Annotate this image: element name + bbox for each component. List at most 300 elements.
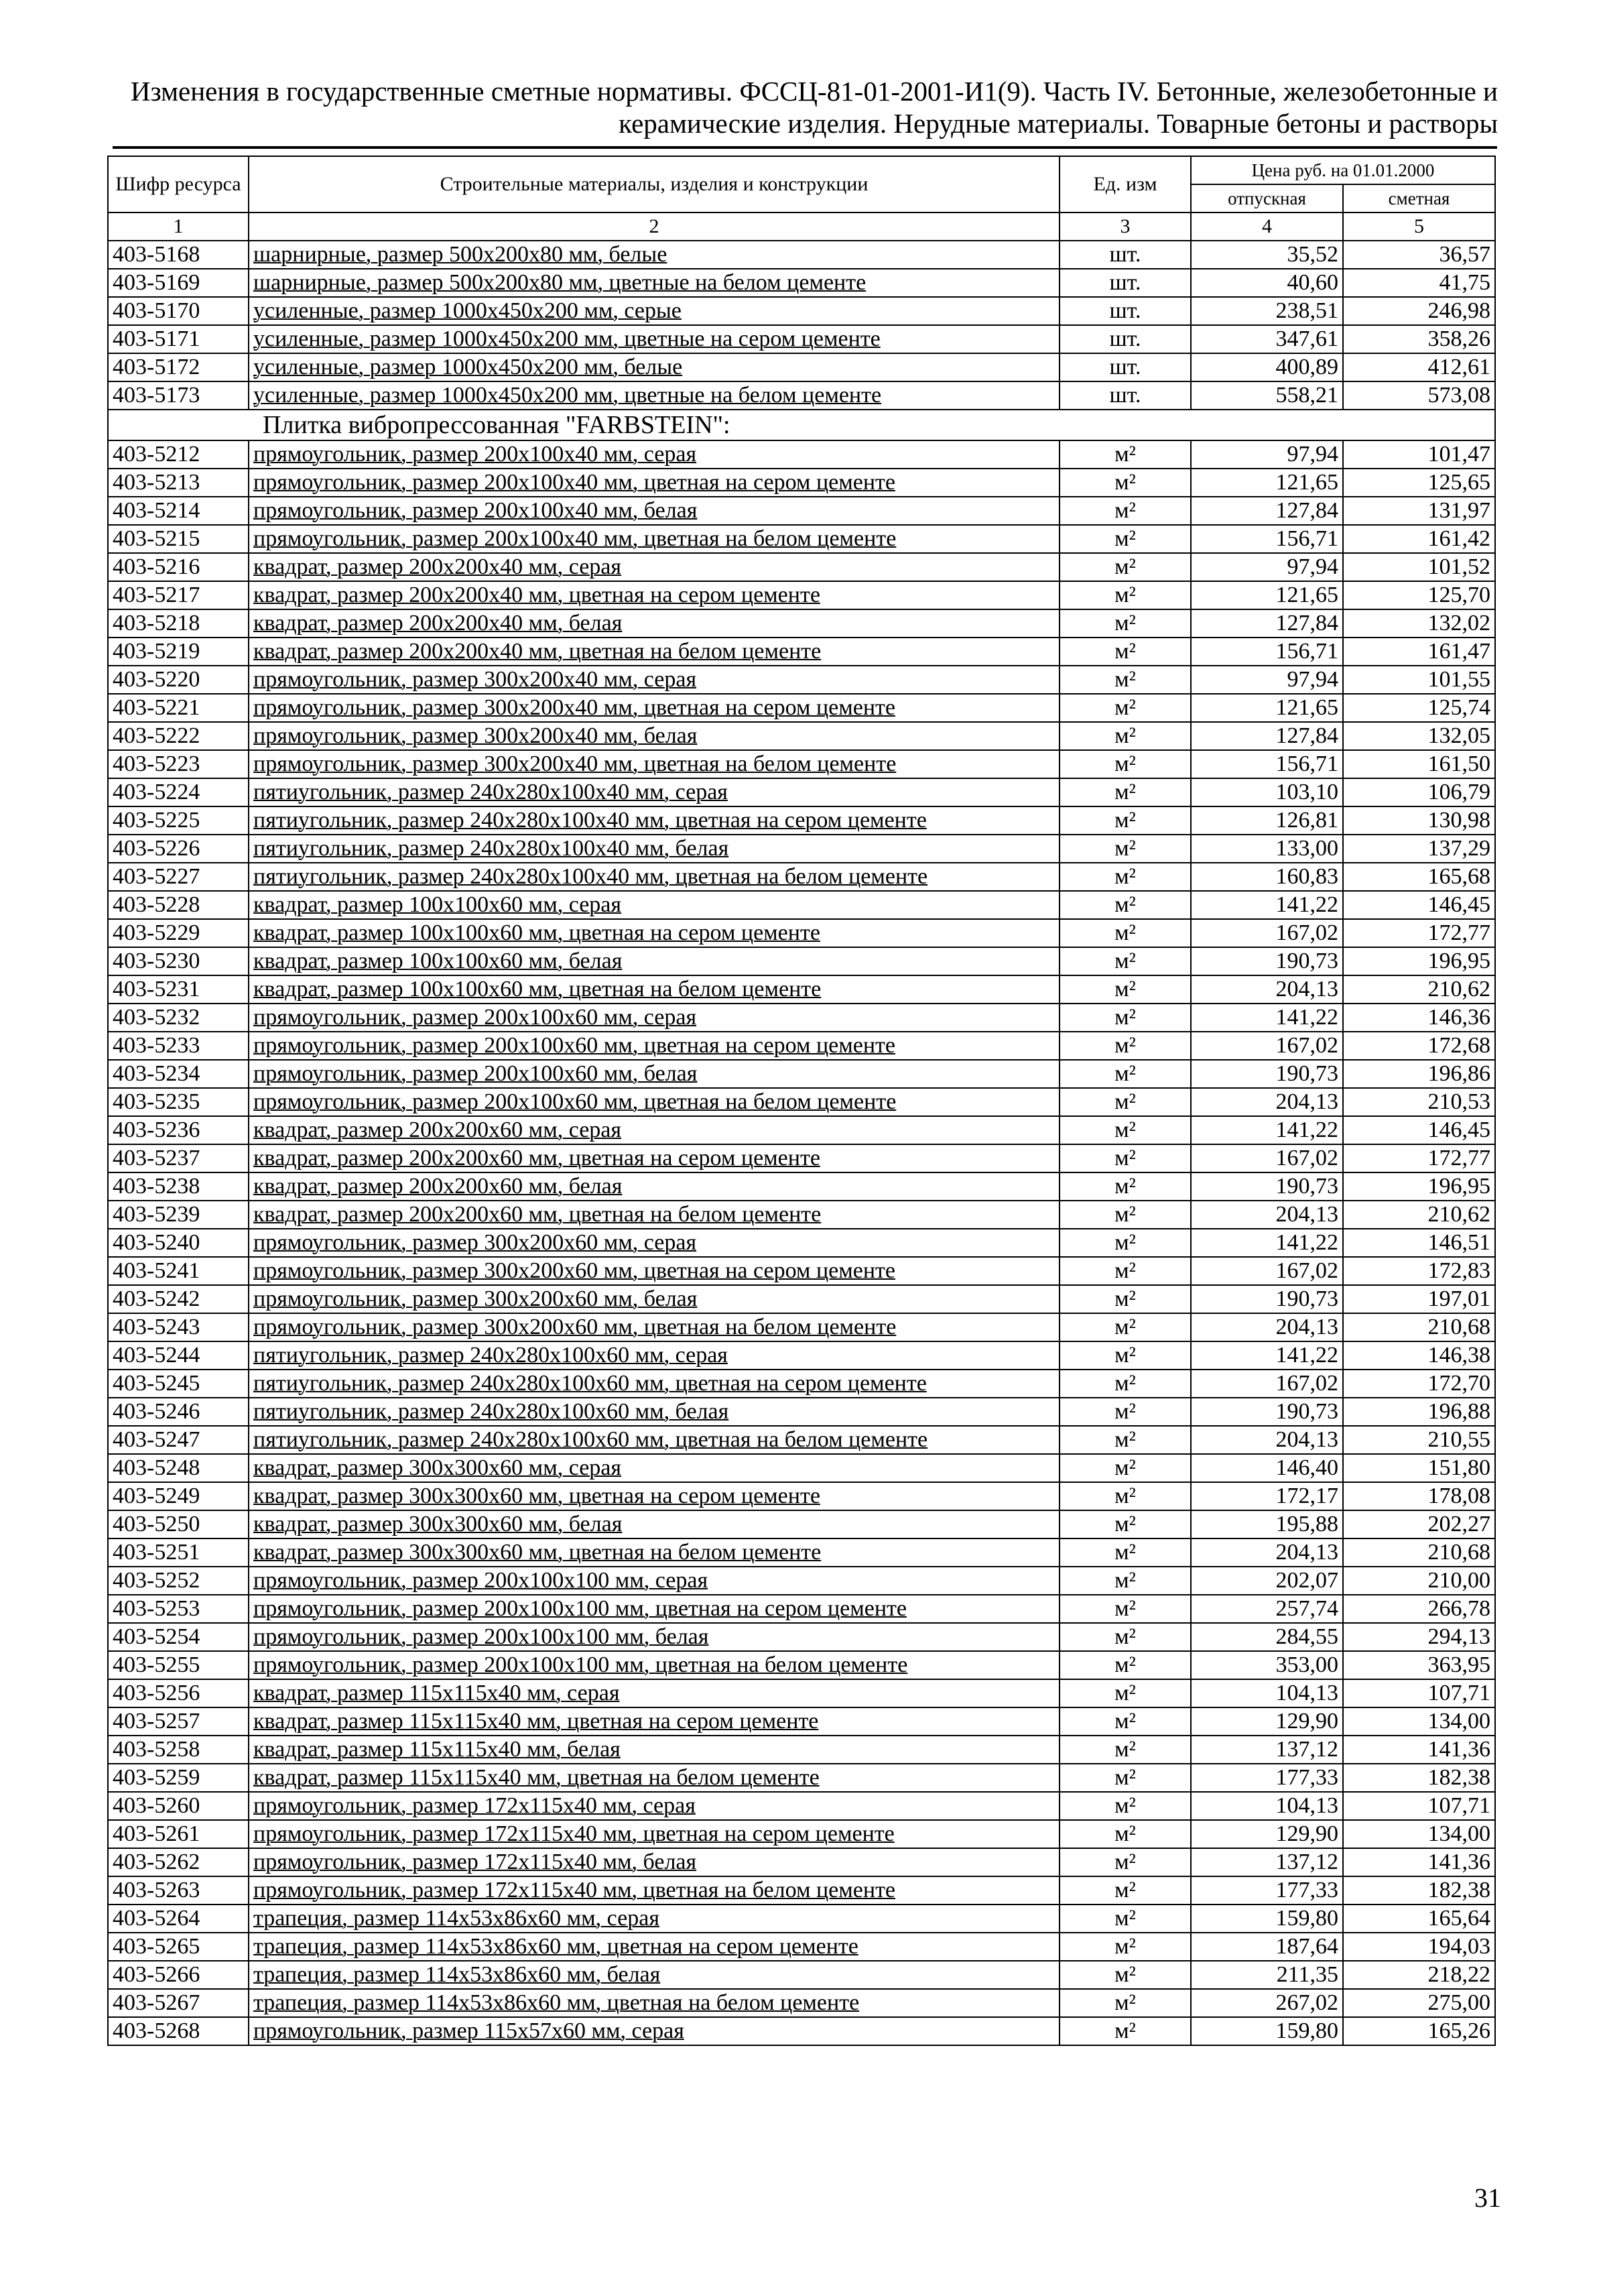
table-row <box>108 1370 1495 1398</box>
table-row <box>108 1989 1495 2017</box>
resource-code-cell: 403-5216 <box>108 553 249 581</box>
resource-code-cell: 403-5255 <box>108 1651 249 1679</box>
material-name-text: квадрат, размер 300х300х60 мм, белая <box>253 1512 623 1536</box>
release-price-cell: 160,83 <box>1191 863 1343 891</box>
release-price-cell: 204,13 <box>1191 1426 1343 1454</box>
estimate-price-cell: 137,29 <box>1343 835 1495 863</box>
estimate-price-cell: 146,51 <box>1343 1229 1495 1257</box>
estimate-price-cell: 246,98 <box>1343 297 1495 325</box>
table-row <box>108 1032 1495 1060</box>
table-row <box>108 1172 1495 1201</box>
material-name-text: квадрат, размер 100х100х60 мм, белая <box>253 949 623 973</box>
estimate-price-cell: 218,22 <box>1343 1961 1495 1989</box>
resource-code-cell: 403-5263 <box>108 1876 249 1905</box>
release-price-cell: 195,88 <box>1191 1510 1343 1538</box>
table-row <box>108 241 1495 269</box>
release-price-cell: 104,13 <box>1191 1679 1343 1707</box>
unit-cell: м² <box>1060 609 1191 638</box>
estimate-price-cell: 172,77 <box>1343 1144 1495 1172</box>
table-row <box>108 1905 1495 1933</box>
unit-cell: шт. <box>1060 381 1191 410</box>
material-name-text: квадрат, размер 200х200х40 мм, цветная на сером цементе <box>253 583 820 607</box>
material-name-text: прямоугольник, размер 200х100х100 мм, цветная на сером цементе <box>253 1596 907 1621</box>
material-name-text: квадрат, размер 300х300х60 мм, цветная на белом цементе <box>253 1540 822 1565</box>
release-price-cell: 40,60 <box>1191 269 1343 297</box>
resource-code-cell: 403-5248 <box>108 1454 249 1482</box>
table-row <box>108 891 1495 919</box>
material-name-text: прямоугольник, размер 300х200х40 мм, белая <box>253 723 698 748</box>
material-name-text: квадрат, размер 115х115х40 мм, белая <box>253 1737 621 1762</box>
unit-cell: м² <box>1060 666 1191 694</box>
table-row <box>108 269 1495 297</box>
material-name-cell <box>249 1595 1060 1623</box>
resource-code-cell: 403-5218 <box>108 609 249 638</box>
estimate-price-cell: 41,75 <box>1343 269 1495 297</box>
table-body-main <box>108 440 1495 2045</box>
column-header-estimate: сметная <box>1343 184 1495 213</box>
release-price-cell: 167,02 <box>1191 1257 1343 1285</box>
unit-cell: шт. <box>1060 325 1191 353</box>
material-name-text: квадрат, размер 300х300х60 мм, цветная на сером цементе <box>253 1484 820 1508</box>
material-name-cell <box>249 381 1060 410</box>
material-name-cell <box>249 1229 1060 1257</box>
material-name-text: квадрат, размер 100х100х60 мм, серая <box>253 892 622 917</box>
material-name-cell <box>249 1905 1060 1933</box>
table-row <box>108 919 1495 947</box>
material-name-text: усиленные, размер 1000х450х200 мм, белые <box>253 355 683 379</box>
table-row <box>108 469 1495 497</box>
material-name-cell <box>249 581 1060 609</box>
material-name-cell <box>249 891 1060 919</box>
unit-cell: м² <box>1060 1004 1191 1032</box>
unit-cell: м² <box>1060 1172 1191 1201</box>
table-row <box>108 1961 1495 1989</box>
release-price-cell: 190,73 <box>1191 1060 1343 1088</box>
estimate-price-cell: 196,86 <box>1343 1060 1495 1088</box>
header-line-2: керамические изделия. Нерудные материалы. Товарные бетоны и растворы <box>619 108 1498 139</box>
estimate-price-cell: 165,64 <box>1343 1905 1495 1933</box>
material-name-text: квадрат, размер 115х115х40 мм, цветная на сером цементе <box>253 1709 819 1734</box>
unit-cell: шт. <box>1060 241 1191 269</box>
unit-cell: м² <box>1060 722 1191 750</box>
estimate-price-cell: 172,77 <box>1343 919 1495 947</box>
material-name-text: трапеция, размер 114х53х86х60 мм, белая <box>253 1962 661 1987</box>
estimate-price-cell: 146,38 <box>1343 1341 1495 1370</box>
estimate-price-cell: 141,36 <box>1343 1848 1495 1876</box>
resource-code-cell: 403-5238 <box>108 1172 249 1201</box>
unit-cell: м² <box>1060 497 1191 525</box>
material-name-cell <box>249 1820 1060 1848</box>
material-name-cell <box>249 1144 1060 1172</box>
column-number-row <box>108 213 1495 241</box>
release-price-cell: 190,73 <box>1191 1398 1343 1426</box>
estimate-price-cell: 182,38 <box>1343 1764 1495 1792</box>
column-number: 5 <box>1343 213 1495 241</box>
material-name-text: прямоугольник, размер 200х100х40 мм, серая <box>253 442 697 467</box>
release-price-cell: 400,89 <box>1191 353 1343 381</box>
material-name-cell <box>249 1510 1060 1538</box>
resource-code-cell: 403-5231 <box>108 975 249 1004</box>
resource-code-cell: 403-5250 <box>108 1510 249 1538</box>
material-name-cell <box>249 525 1060 553</box>
material-name-text: трапеция, размер 114х53х86х60 мм, цветная на белом цементе <box>253 1990 860 2015</box>
estimate-price-cell: 36,57 <box>1343 241 1495 269</box>
resource-code-cell: 403-5223 <box>108 750 249 778</box>
unit-cell: м² <box>1060 1792 1191 1820</box>
estimate-price-cell: 134,00 <box>1343 1707 1495 1736</box>
unit-cell: м² <box>1060 525 1191 553</box>
material-name-text: пятиугольник, размер 240х280х100х60 мм, цветная на белом цементе <box>253 1427 928 1452</box>
material-name-text: квадрат, размер 200х200х60 мм, цветная на сером цементе <box>253 1146 820 1170</box>
table-row <box>108 1933 1495 1961</box>
release-price-cell: 167,02 <box>1191 1032 1343 1060</box>
resource-code-cell: 403-5220 <box>108 666 249 694</box>
table-row <box>108 1595 1495 1623</box>
table-row <box>108 325 1495 353</box>
material-name-text: квадрат, размер 200х200х60 мм, серая <box>253 1117 622 1142</box>
unit-cell: м² <box>1060 919 1191 947</box>
release-price-cell: 121,65 <box>1191 469 1343 497</box>
resource-code-cell: 403-5245 <box>108 1370 249 1398</box>
table-row <box>108 806 1495 835</box>
release-price-cell: 159,80 <box>1191 2017 1343 2045</box>
material-name-cell <box>249 1370 1060 1398</box>
material-name-text: прямоугольник, размер 200х100х100 мм, серая <box>253 1568 708 1593</box>
material-name-text: прямоугольник, размер 300х200х40 мм, цветная на белом цементе <box>253 751 897 776</box>
unit-cell: м² <box>1060 1905 1191 1933</box>
release-price-cell: 284,55 <box>1191 1623 1343 1651</box>
table-row <box>108 947 1495 975</box>
material-name-cell <box>249 269 1060 297</box>
unit-cell: м² <box>1060 863 1191 891</box>
resource-code-cell: 403-5246 <box>108 1398 249 1426</box>
release-price-cell: 126,81 <box>1191 806 1343 835</box>
material-name-cell <box>249 1538 1060 1567</box>
column-number: 3 <box>1060 213 1191 241</box>
unit-cell: шт. <box>1060 297 1191 325</box>
resource-code-cell: 403-5232 <box>108 1004 249 1032</box>
unit-cell: м² <box>1060 1651 1191 1679</box>
table-row <box>108 1538 1495 1567</box>
release-price-cell: 177,33 <box>1191 1876 1343 1905</box>
material-name-cell <box>249 1398 1060 1426</box>
table-row <box>108 1707 1495 1736</box>
group-row <box>108 410 1495 440</box>
table-header-row <box>108 156 1495 184</box>
estimate-price-cell: 146,36 <box>1343 1004 1495 1032</box>
material-name-cell <box>249 1651 1060 1679</box>
unit-cell: м² <box>1060 1933 1191 1961</box>
unit-cell: м² <box>1060 1510 1191 1538</box>
resource-code-cell: 403-5268 <box>108 2017 249 2045</box>
material-name-cell <box>249 835 1060 863</box>
table-row <box>108 525 1495 553</box>
release-price-cell: 97,94 <box>1191 553 1343 581</box>
resource-code-cell: 403-5173 <box>108 381 249 410</box>
resource-code-cell: 403-5261 <box>108 1820 249 1848</box>
material-name-cell <box>249 1032 1060 1060</box>
estimate-price-cell: 172,70 <box>1343 1370 1495 1398</box>
resource-code-cell: 403-5267 <box>108 1989 249 2017</box>
unit-cell: м² <box>1060 553 1191 581</box>
estimate-price-cell: 106,79 <box>1343 778 1495 806</box>
table-row <box>108 1285 1495 1313</box>
unit-cell: м² <box>1060 1341 1191 1370</box>
page-number: 31 <box>1474 2183 1501 2213</box>
material-name-cell <box>249 1088 1060 1116</box>
resource-code-cell: 403-5264 <box>108 1905 249 1933</box>
table-row <box>108 1426 1495 1454</box>
unit-cell: м² <box>1060 1032 1191 1060</box>
unit-cell: м² <box>1060 1538 1191 1567</box>
unit-cell: м² <box>1060 1820 1191 1848</box>
estimate-price-cell: 151,80 <box>1343 1454 1495 1482</box>
estimate-price-cell: 266,78 <box>1343 1595 1495 1623</box>
estimate-price-cell: 275,00 <box>1343 1989 1495 2017</box>
table-row <box>108 1764 1495 1792</box>
release-price-cell: 146,40 <box>1191 1454 1343 1482</box>
resource-code-cell: 403-5235 <box>108 1088 249 1116</box>
resource-code-cell: 403-5168 <box>108 241 249 269</box>
resource-code-cell: 403-5215 <box>108 525 249 553</box>
resource-code-cell: 403-5230 <box>108 947 249 975</box>
material-name-cell <box>249 1426 1060 1454</box>
material-name-cell <box>249 1567 1060 1595</box>
material-name-cell <box>249 1116 1060 1144</box>
unit-cell: м² <box>1060 2017 1191 2045</box>
material-name-text: пятиугольник, размер 240х280х100х40 мм, белая <box>253 836 729 861</box>
resource-code-cell: 403-5249 <box>108 1482 249 1510</box>
release-price-cell: 141,22 <box>1191 1116 1343 1144</box>
resource-code-cell: 403-5262 <box>108 1848 249 1876</box>
estimate-price-cell: 161,42 <box>1343 525 1495 553</box>
resource-code-cell: 403-5242 <box>108 1285 249 1313</box>
column-header-price: Цена руб. на 01.01.2000 <box>1191 156 1495 184</box>
estimate-price-cell: 210,00 <box>1343 1567 1495 1595</box>
unit-cell: м² <box>1060 891 1191 919</box>
material-name-cell <box>249 1201 1060 1229</box>
estimate-price-cell: 141,36 <box>1343 1736 1495 1764</box>
resource-code-cell: 403-5244 <box>108 1341 249 1370</box>
material-name-text: прямоугольник, размер 200х100х40 мм, цветная на белом цементе <box>253 526 897 551</box>
material-name-cell <box>249 1961 1060 1989</box>
material-name-cell <box>249 1679 1060 1707</box>
table-row <box>108 1088 1495 1116</box>
table-row <box>108 863 1495 891</box>
material-name-text: прямоугольник, размер 172х115х40 мм, белая <box>253 1850 697 1874</box>
resource-code-cell: 403-5254 <box>108 1623 249 1651</box>
resource-code-cell: 403-5226 <box>108 835 249 863</box>
release-price-cell: 167,02 <box>1191 919 1343 947</box>
resource-code-cell: 403-5236 <box>108 1116 249 1144</box>
header-divider <box>113 146 1497 149</box>
estimate-price-cell: 210,55 <box>1343 1426 1495 1454</box>
material-name-cell <box>249 1341 1060 1370</box>
table-row <box>108 297 1495 325</box>
unit-cell: м² <box>1060 1060 1191 1088</box>
unit-cell: м² <box>1060 1679 1191 1707</box>
material-name-cell <box>249 1848 1060 1876</box>
material-name-cell <box>249 1060 1060 1088</box>
release-price-cell: 156,71 <box>1191 750 1343 778</box>
release-price-cell: 156,71 <box>1191 638 1343 666</box>
material-name-cell <box>249 1933 1060 1961</box>
material-name-text: прямоугольник, размер 300х200х60 мм, цветная на белом цементе <box>253 1315 897 1339</box>
table-row <box>108 1567 1495 1595</box>
table-row <box>108 694 1495 722</box>
estimate-price-cell: 172,83 <box>1343 1257 1495 1285</box>
release-price-cell: 558,21 <box>1191 381 1343 410</box>
release-price-cell: 167,02 <box>1191 1370 1343 1398</box>
release-price-cell: 159,80 <box>1191 1905 1343 1933</box>
unit-cell: м² <box>1060 947 1191 975</box>
release-price-cell: 202,07 <box>1191 1567 1343 1595</box>
resource-code-cell: 403-5170 <box>108 297 249 325</box>
price-table <box>107 156 1496 2046</box>
resource-code-cell: 403-5251 <box>108 1538 249 1567</box>
estimate-price-cell: 161,47 <box>1343 638 1495 666</box>
unit-cell: м² <box>1060 1736 1191 1764</box>
table-row <box>108 1201 1495 1229</box>
estimate-price-cell: 196,95 <box>1343 947 1495 975</box>
material-name-cell <box>249 353 1060 381</box>
material-name-cell <box>249 553 1060 581</box>
unit-cell: м² <box>1060 1370 1191 1398</box>
unit-cell: м² <box>1060 750 1191 778</box>
resource-code-cell: 403-5212 <box>108 440 249 469</box>
resource-code-cell: 403-5213 <box>108 469 249 497</box>
material-name-text: прямоугольник, размер 200х100х60 мм, цветная на сером цементе <box>253 1033 895 1058</box>
estimate-price-cell: 165,68 <box>1343 863 1495 891</box>
estimate-price-cell: 107,71 <box>1343 1792 1495 1820</box>
column-number: 2 <box>249 213 1060 241</box>
column-number: 4 <box>1191 213 1343 241</box>
material-name-text: квадрат, размер 200х200х40 мм, серая <box>253 554 622 579</box>
unit-cell: м² <box>1060 469 1191 497</box>
release-price-cell: 104,13 <box>1191 1792 1343 1820</box>
table-row <box>108 1820 1495 1848</box>
release-price-cell: 177,33 <box>1191 1764 1343 1792</box>
unit-cell: м² <box>1060 1229 1191 1257</box>
unit-cell: м² <box>1060 581 1191 609</box>
material-name-cell <box>249 1004 1060 1032</box>
material-name-cell <box>249 1792 1060 1820</box>
material-name-cell <box>249 1623 1060 1651</box>
estimate-price-cell: 165,26 <box>1343 2017 1495 2045</box>
material-name-text: прямоугольник, размер 200х100х100 мм, цветная на белом цементе <box>253 1652 908 1677</box>
material-name-cell <box>249 1707 1060 1736</box>
unit-cell: шт. <box>1060 353 1191 381</box>
table-row <box>108 497 1495 525</box>
material-name-cell <box>249 722 1060 750</box>
unit-cell: м² <box>1060 835 1191 863</box>
table-row <box>108 1144 1495 1172</box>
unit-cell: м² <box>1060 778 1191 806</box>
unit-cell: м² <box>1060 440 1191 469</box>
material-name-text: трапеция, размер 114х53х86х60 мм, цветная на сером цементе <box>253 1934 858 1959</box>
estimate-price-cell: 125,65 <box>1343 469 1495 497</box>
release-price-cell: 127,84 <box>1191 609 1343 638</box>
table-row <box>108 440 1495 469</box>
estimate-price-cell: 182,38 <box>1343 1876 1495 1905</box>
release-price-cell: 97,94 <box>1191 440 1343 469</box>
table-row <box>108 722 1495 750</box>
release-price-cell: 257,74 <box>1191 1595 1343 1623</box>
material-name-text: пятиугольник, размер 240х280х100х40 мм, серая <box>253 780 728 804</box>
estimate-price-cell: 294,13 <box>1343 1623 1495 1651</box>
estimate-price-cell: 202,27 <box>1343 1510 1495 1538</box>
material-name-cell <box>249 241 1060 269</box>
table-row <box>108 666 1495 694</box>
release-price-cell: 190,73 <box>1191 1172 1343 1201</box>
table-row <box>108 1651 1495 1679</box>
material-name-text: прямоугольник, размер 300х200х60 мм, цветная на сером цементе <box>253 1258 895 1283</box>
release-price-cell: 103,10 <box>1191 778 1343 806</box>
material-name-text: прямоугольник, размер 115х57х60 мм, серая <box>253 2018 684 2043</box>
unit-cell: м² <box>1060 1144 1191 1172</box>
material-name-cell <box>249 1876 1060 1905</box>
material-name-cell <box>249 919 1060 947</box>
table-row <box>108 835 1495 863</box>
material-name-text: квадрат, размер 115х115х40 мм, цветная на белом цементе <box>253 1765 820 1790</box>
estimate-price-cell: 210,53 <box>1343 1088 1495 1116</box>
table-row <box>108 353 1495 381</box>
unit-cell: м² <box>1060 1707 1191 1736</box>
release-price-cell: 353,00 <box>1191 1651 1343 1679</box>
release-price-cell: 35,52 <box>1191 241 1343 269</box>
resource-code-cell: 403-5229 <box>108 919 249 947</box>
resource-code-cell: 403-5237 <box>108 1144 249 1172</box>
release-price-cell: 121,65 <box>1191 581 1343 609</box>
release-price-cell: 141,22 <box>1191 1341 1343 1370</box>
resource-code-cell: 403-5219 <box>108 638 249 666</box>
material-name-text: квадрат, размер 200х200х40 мм, белая <box>253 611 623 636</box>
release-price-cell: 211,35 <box>1191 1961 1343 1989</box>
unit-cell: м² <box>1060 1116 1191 1144</box>
resource-code-cell: 403-5169 <box>108 269 249 297</box>
release-price-cell: 121,65 <box>1191 694 1343 722</box>
release-price-cell: 127,84 <box>1191 722 1343 750</box>
material-name-text: усиленные, размер 1000х450х200 мм, серые <box>253 298 682 323</box>
table-row <box>108 1736 1495 1764</box>
unit-cell: м² <box>1060 1257 1191 1285</box>
group-title: Плитка вибропрессованная "FARBSTEIN": <box>108 410 1495 440</box>
material-name-cell <box>249 666 1060 694</box>
release-price-cell: 156,71 <box>1191 525 1343 553</box>
material-name-text: квадрат, размер 200х200х60 мм, цветная на белом цементе <box>253 1202 822 1227</box>
table-row <box>108 581 1495 609</box>
table-row <box>108 1792 1495 1820</box>
release-price-cell: 141,22 <box>1191 1004 1343 1032</box>
column-header-name: Строительные материалы, изделия и конструкции <box>249 156 1060 213</box>
unit-cell: м² <box>1060 1454 1191 1482</box>
unit-cell: м² <box>1060 1623 1191 1651</box>
release-price-cell: 137,12 <box>1191 1848 1343 1876</box>
estimate-price-cell: 101,47 <box>1343 440 1495 469</box>
table-row <box>108 1341 1495 1370</box>
resource-code-cell: 403-5221 <box>108 694 249 722</box>
material-name-cell <box>249 297 1060 325</box>
estimate-price-cell: 125,70 <box>1343 581 1495 609</box>
release-price-cell: 347,61 <box>1191 325 1343 353</box>
release-price-cell: 187,64 <box>1191 1933 1343 1961</box>
unit-cell: м² <box>1060 1285 1191 1313</box>
estimate-price-cell: 197,01 <box>1343 1285 1495 1313</box>
table-row <box>108 975 1495 1004</box>
material-name-text: квадрат, размер 100х100х60 мм, цветная на сером цементе <box>253 920 820 945</box>
release-price-cell: 129,90 <box>1191 1820 1343 1848</box>
table-row <box>108 1060 1495 1088</box>
